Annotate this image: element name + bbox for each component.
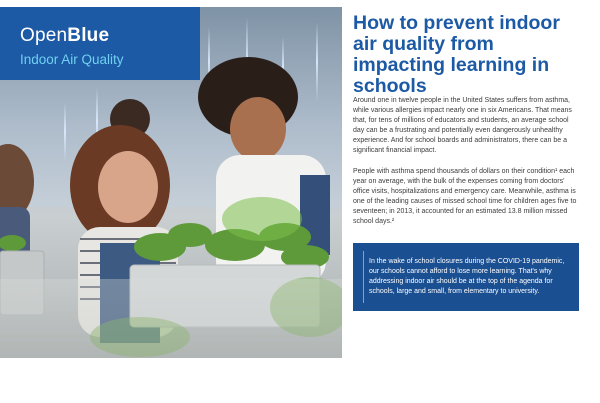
- brand-name-bold: Blue: [67, 25, 110, 46]
- brand-name: [20, 25, 109, 47]
- brand-subtitle: Indoor Air Quality: [20, 52, 124, 67]
- callout-rule: [363, 251, 364, 303]
- brand-name-light: Open: [20, 25, 68, 46]
- article-paragraph-1: Around one in twelve people in the United States suffers from asthma, while various allergies impact nearly one in six Americans. That means that, for tens of millions of educators and students, an average school day can be a frustrating and potentially even dangerously unhealthy experience. And for school boards and administrators, there can be a significant financial impact.: [353, 97, 572, 154]
- article-paragraph-2: People with asthma spend thousands of dollars on their condition¹ each year on average, with the bulk of the expenses coming from doctors' office visits, hospitalizations and emergency care. Meanwhile, asthma is one of the leading causes of missed school time for children ages five to seventeen; in 2013, it accounted for an estimated 13.8 million missed school days.²: [353, 168, 577, 225]
- article-headline: How to prevent indoor air quality from impacting learning in schools: [353, 12, 560, 97]
- brand-box: [0, 7, 200, 80]
- callout-text: In the wake of school closures during the COVID-19 pandemic, our schools cannot afford to lose more learning. That's why addressing indoor air should be at the top of the agenda for schools, large and small, from elementary to university.: [369, 258, 565, 295]
- callout-box: [353, 243, 579, 311]
- desk-surface: [0, 279, 342, 358]
